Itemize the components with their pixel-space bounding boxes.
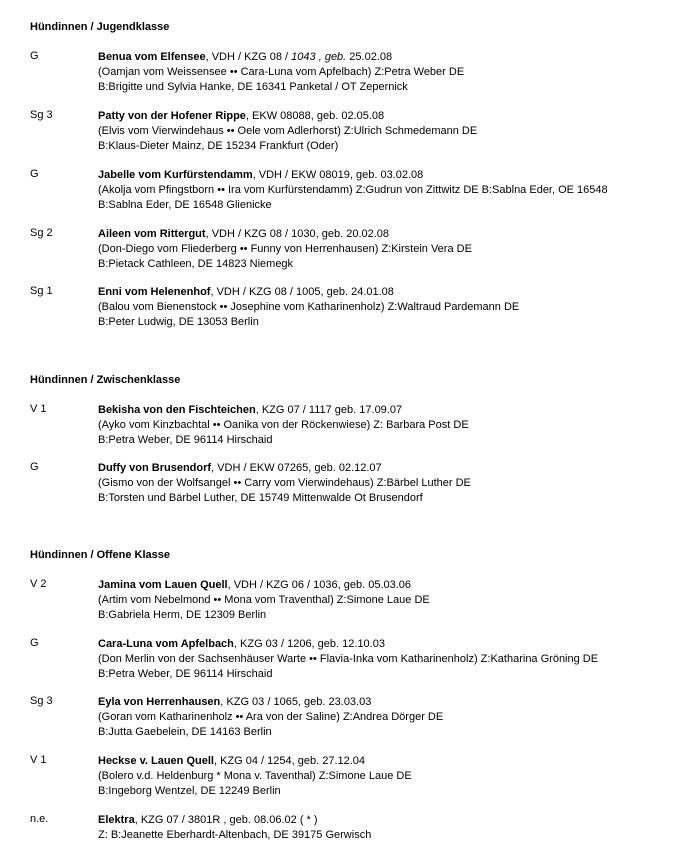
entry-grade: Sg 3 — [30, 695, 53, 707]
dog-name: Duffy von Brusendorf — [98, 462, 212, 474]
breeder-line: B:Peter Ludwig, DE 13053 Berlin — [98, 316, 259, 328]
registration: , VDH / KZG 08 / 1030, geb. — [205, 228, 344, 240]
birth-date: 12.10.03 — [339, 638, 385, 650]
dog-name: Eyla von Herrenhausen — [98, 696, 221, 708]
birth-date: 25.02.08 — [346, 51, 393, 63]
birth-date: 24.01.08 — [348, 286, 394, 298]
breeder-line: B:Sablna Eder, DE 16548 Glienicke — [98, 199, 272, 211]
entry-grade: G — [30, 637, 39, 649]
birth-date: 17.09.07 — [356, 404, 403, 416]
entry-grade: G — [30, 168, 39, 180]
registration: , VDH / KZG 08 / — [205, 51, 292, 63]
breeder-line: B:Ingeborg Wentzel, DE 12249 Berlin — [98, 785, 281, 797]
dog-name: Cara-Luna vom Apfelbach — [98, 638, 234, 650]
section-title-jugendklasse: Hündinnen / Jugendklasse — [30, 21, 170, 33]
breeder-line: B:Jutta Gaebelein, DE 14163 Berlin — [98, 726, 272, 738]
parents-line: (Artim vom Nebelmond •• Mona vom Traventhal) Z:Simone Laue DE — [98, 594, 430, 606]
birth-date: 02.12.07 — [335, 462, 382, 474]
birth-date: 27.12.04 — [319, 755, 366, 767]
entry-grade: G — [30, 461, 39, 473]
breeder-line: B:Petra Weber, DE 96114 Hirschaid — [98, 434, 273, 446]
entry-grade: V 2 — [30, 578, 47, 590]
registration: , EKW 08088, geb. — [245, 110, 339, 122]
registration: , KZG 07 / 1117 geb. — [255, 404, 357, 416]
entry-grade: G — [30, 50, 39, 62]
parents-line: (Gismo von der Wolfsangel •• Carry vom Vierwindehaus) Z:Bärbel Luther DE — [98, 477, 471, 489]
dog-name: Enni vom Helenenhof — [98, 286, 211, 298]
section-title-offene-klasse: Hündinnen / Offene Klasse — [30, 549, 170, 561]
dog-name: Patty von der Hofener Rippe — [98, 110, 246, 122]
registration: , KZG 03 / 1206, geb. — [233, 638, 340, 650]
birth-date: 02.05.08 — [338, 110, 385, 122]
dog-name: Bekisha von den Fischteichen — [98, 404, 256, 416]
breeder-line: B:Brigitte und Sylvia Hanke, DE 16341 Panketal / OT Zepernick — [98, 81, 408, 93]
registration: , VDH / EKW 08019, geb. — [252, 169, 378, 181]
birth-date: 05.03.06 — [365, 579, 412, 591]
parents-line: (Oamjan vom Weissensee •• Cara-Luna vom Apfelbach) Z:Petra Weber DE — [98, 66, 465, 78]
section-title-zwischenklasse: Hündinnen / Zwischenklasse — [30, 374, 181, 386]
parents-line: (Bolero v.d. Heldenburg * Mona v. Taventhal) Z:Simone Laue DE — [98, 770, 412, 782]
registration-number: 1043 — [291, 51, 316, 63]
birth-date: 20.02.08 — [343, 228, 390, 240]
birth-date: 03.02.08 — [377, 169, 424, 181]
entry-grade: V 1 — [30, 754, 47, 766]
entry-grade: V 1 — [30, 403, 47, 415]
entry-grade: n.e. — [30, 813, 49, 825]
dog-name: Elektra — [98, 814, 135, 826]
parents-line: (Akolja vom Pfingstborn •• Ira vom Kurfürstendamm) Z:Gudrun von Zittwitz DE B:Sablna Eder, OE 16548 — [98, 184, 608, 196]
parents-line: (Elvis vom Vierwindehaus •• Oele vom Adlerhorst) Z:Ulrich Schmedemann DE — [98, 125, 478, 137]
registration: , VDH / EKW 07265, geb. — [211, 462, 336, 474]
dog-name: Jamina vom Lauen Quell — [98, 579, 228, 591]
entry-grade: Sg 2 — [30, 227, 53, 239]
registration-suffix: , geb. — [315, 51, 347, 63]
dog-name: Benua vom Elfensee — [98, 51, 206, 63]
dog-name: Heckse v. Lauen Quell — [98, 755, 214, 767]
registration: , VDH / KZG 06 / 1036, geb. — [227, 579, 366, 591]
parents-line: (Goran vom Katharinenholz •• Ara von der Saline) Z:Andrea Dörger DE — [98, 711, 444, 723]
birth-date: 08.06.02 ( * ) — [250, 814, 318, 826]
parents-line: (Ayko vom Kinzbachtal •• Oanika von der Röckenwiese) Z: Barbara Post DE — [98, 419, 469, 431]
dog-name: Aileen vom Rittergut — [98, 228, 206, 240]
entry-grade: Sg 1 — [30, 285, 53, 297]
breeder-line: B:Gabriela Herm, DE 12309 Berlin — [98, 609, 267, 621]
breeder-line: B:Petra Weber, DE 96114 Hirschaid — [98, 668, 273, 680]
registration: , VDH / KZG 08 / 1005, geb. — [210, 286, 349, 298]
dog-name: Jabelle vom Kurfürstendamm — [98, 169, 253, 181]
breeder-line: B:Torsten und Bärbel Luther, DE 15749 Mittenwalde Ot Brusendorf — [98, 492, 423, 504]
registration: , KZG 03 / 1065, geb. — [220, 696, 326, 708]
parents-line: (Don-Diego vom Fliederberg •• Funny von Herrenhausen) Z:Kirstein Vera DE — [98, 243, 472, 255]
parents-line: (Don Merlin von der Sachsenhäuser Warte •• Flavia-Inka vom Katharinenholz) Z:Katharina Gröning DE — [98, 653, 599, 665]
parents-line: Z: B:Jeanette Eberhardt-Altenbach, DE 39175 Gerwisch — [98, 829, 372, 841]
registration: , KZG 04 / 1254, geb. — [213, 755, 320, 767]
birth-date: 23.03.03 — [325, 696, 372, 708]
parents-line: (Balou vom Bienenstock •• Josephine vom Katharinenholz) Z:Waltraud Pardemann DE — [98, 301, 520, 313]
breeder-line: B:Pietack Cathleen, DE 14823 Niemegk — [98, 258, 294, 270]
entry-grade: Sg 3 — [30, 109, 53, 121]
registration: , KZG 07 / 3801R , geb. — [134, 814, 251, 826]
breeder-line: B:Klaus-Dieter Mainz, DE 15234 Frankfurt (Oder) — [98, 140, 339, 152]
